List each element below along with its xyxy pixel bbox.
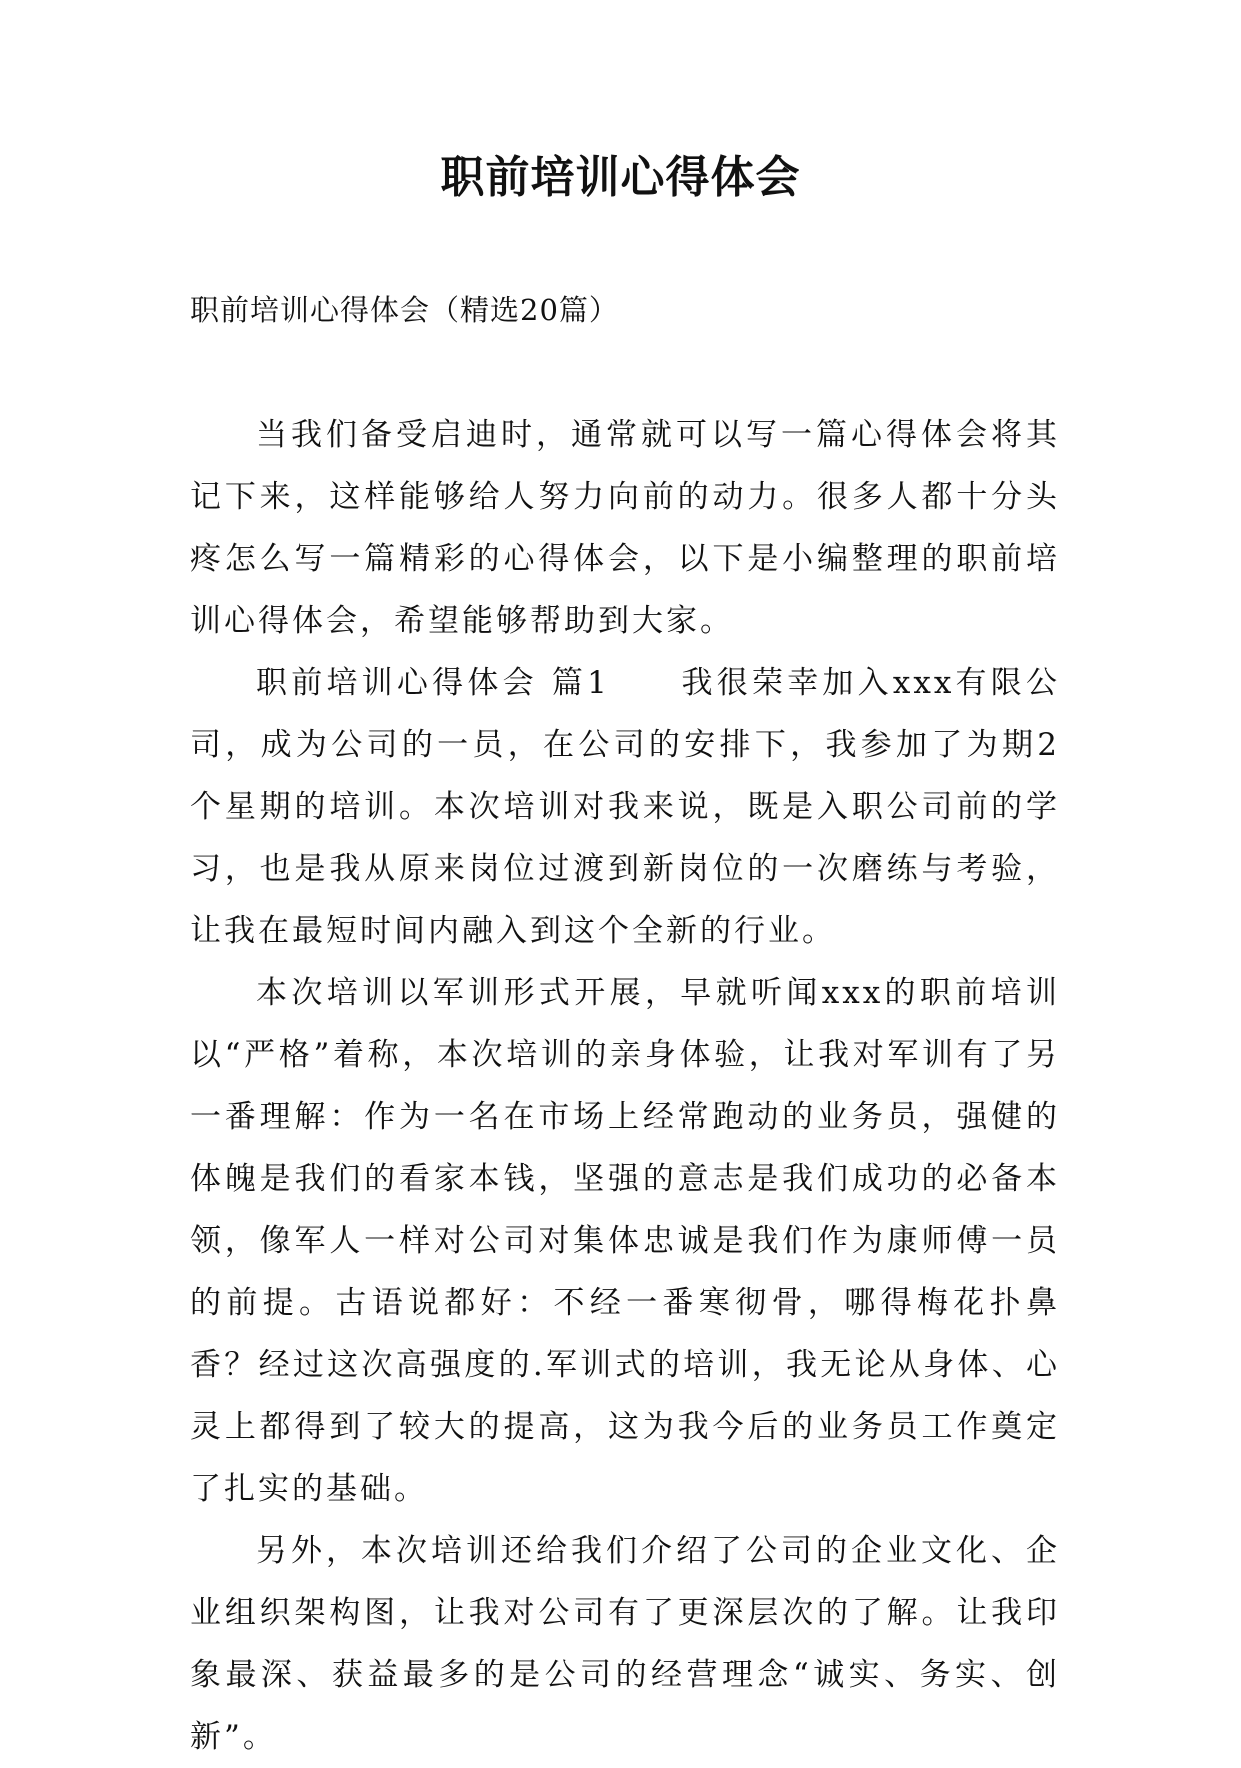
- document-subtitle: 职前培训心得体会（精选20篇）: [190, 293, 619, 327]
- paragraph-military-training: 本次培训以军训形式开展，早就听闻xxx的职前培训以“严格”着称，本次培训的亲身体验，让我对军训有了另一番理解：作为一名在市场上经常跑动的业务员，强健的体魄是我们的看家本钱，坚强的意志是我们成功的必备本领，像军人一样对公司对集体忠诚是我们作为康师傅一员的前提。古语说都好：不经一番寒彻骨，哪得梅花扑鼻香？经过这次高强度的.军训式的培训，我无论从身体、心灵上都得到了较大的提高，这为我今后的业务员工作奠定了扎实的基础。: [190, 975, 1060, 1507]
- paragraph-part-1: 职前培训心得体会 篇1 我很荣幸加入xxx有限公司，成为公司的一员，在公司的安排下，我参加了为期2个星期的培训。本次培训对我来说，既是入职公司前的学习，也是我从原来岗位过渡到新岗位的一次磨练与考验，让我在最短时间内融入到这个全新的行业。: [190, 665, 1060, 949]
- document-body: [190, 404, 1060, 1768]
- paragraph-company-culture: 另外，本次培训还给我们介绍了公司的企业文化、企业组织架构图，让我对公司有了更深层次的了解。让我印象最深、获益最多的是公司的经营理念“诚实、务实、创新”。: [190, 1533, 1060, 1755]
- document-title: 职前培训心得体会: [440, 152, 801, 203]
- paragraph-intro: 当我们备受启迪时，通常就可以写一篇心得体会将其记下来，这样能够给人努力向前的动力。很多人都十分头疼怎么写一篇精彩的心得体会，以下是小编整理的职前培训心得体会，希望能够帮助到大家。: [190, 417, 1060, 639]
